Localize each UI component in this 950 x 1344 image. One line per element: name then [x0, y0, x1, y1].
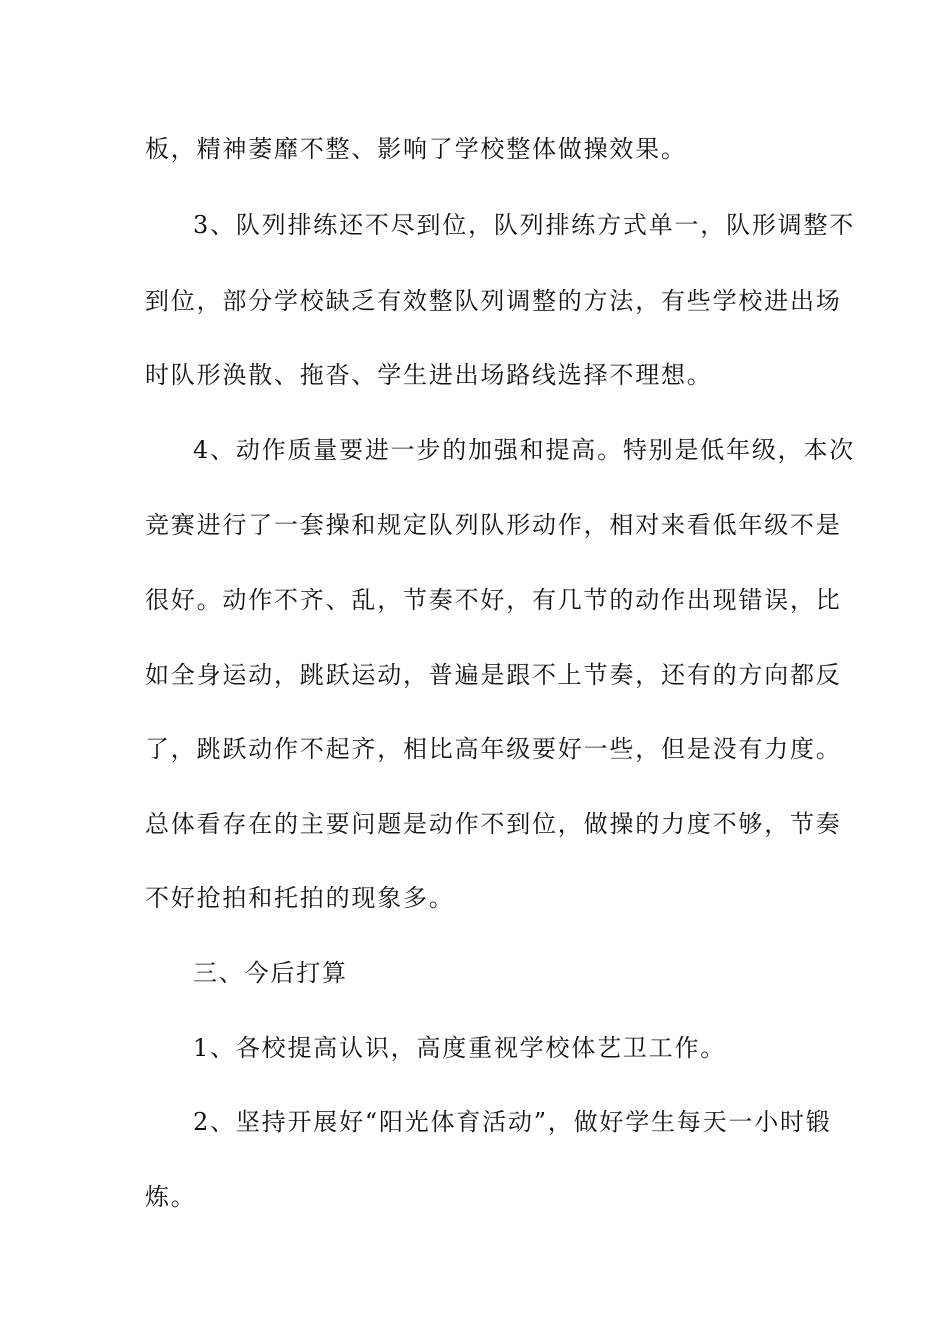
text-line: 竞赛进行了一套操和规定队列队形动作，相对来看低年级不是	[145, 511, 842, 539]
text-line: 炼。	[145, 1183, 197, 1211]
text-line: 很好。动作不齐、乱，节奏不好，有几节的动作出现错误，比	[145, 586, 842, 614]
text-line: 板，精神萎靡不整、影响了学校整体做操效果。	[145, 135, 687, 163]
text-line: 1、各校提高认识，高度重视学校体艺卫工作。	[193, 1034, 727, 1062]
text-line: 3、队列排练还不尽到位，队列排练方式单一，队形调整不	[193, 211, 856, 239]
text-line: 到位，部分学校缺乏有效整队列调整的方法，有些学校进出场	[145, 287, 842, 315]
text-line: 了，跳跃动作不起齐，相比高年级要好一些，但是没有力度。	[145, 735, 842, 763]
text-line: 4、动作质量要进一步的加强和提高。特别是低年级，本次	[193, 436, 856, 464]
text-line: 2、坚持开展好“阳光体育活动”，做好学生每天一小时锻	[193, 1108, 832, 1136]
text-line: 时队形涣散、拖沓、学生进出场路线选择不理想。	[145, 361, 713, 389]
text-line: 总体看存在的主要问题是动作不到位，做操的力度不够，节奏	[145, 810, 842, 838]
section-heading: 三、今后打算	[193, 959, 348, 987]
text-line: 不好抢拍和托拍的现象多。	[145, 884, 455, 912]
text-line: 如全身运动，跳跃运动，普遍是跟不上节奏，还有的方向都反	[145, 661, 842, 689]
